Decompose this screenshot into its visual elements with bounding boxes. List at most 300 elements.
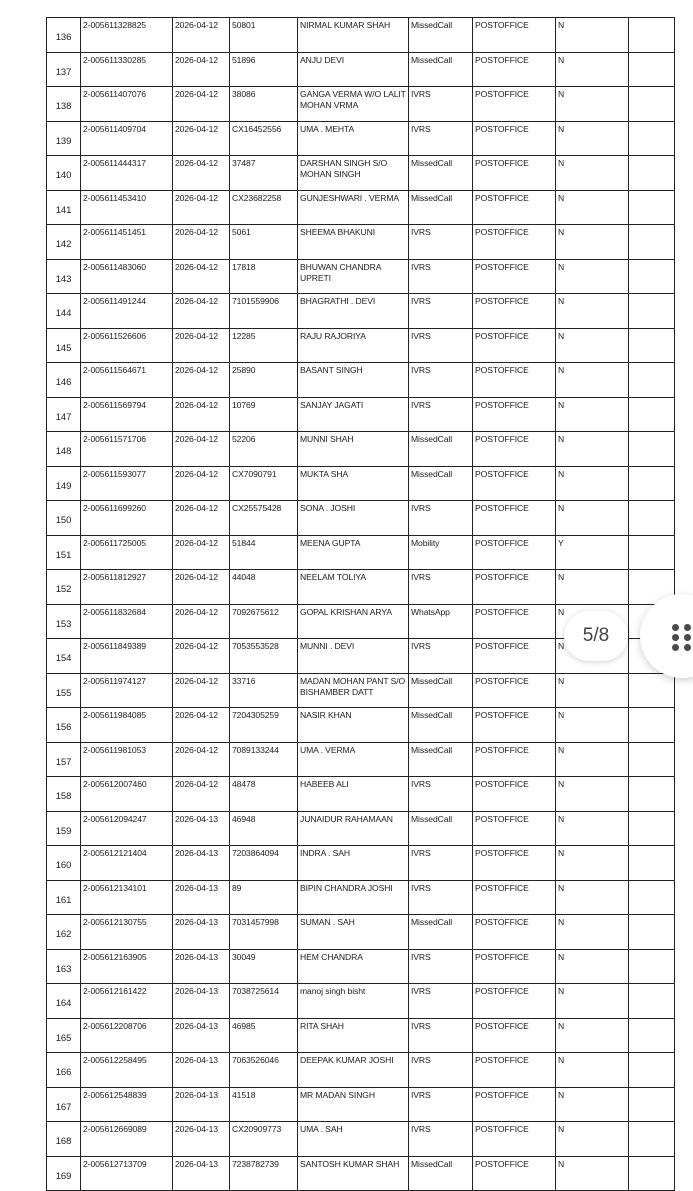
reference-cell: 7038725614 (230, 984, 298, 1019)
table-row (47, 1087, 675, 1122)
date-cell: 2026-04-13 (173, 949, 230, 984)
reference-cell: 44048 (230, 570, 298, 605)
serial-number-cell: 169 (47, 1156, 81, 1191)
date-cell: 2026-04-12 (173, 708, 230, 743)
serial-number-cell: 153 (47, 604, 81, 639)
office-cell: POSTOFFICE (473, 1053, 556, 1088)
flag-cell: N (556, 708, 629, 743)
date-cell: 2026-04-12 (173, 363, 230, 398)
name-cell: manoj singh bisht (298, 984, 409, 1019)
name-cell: NEELAM TOLIYA (298, 570, 409, 605)
serial-number-cell: 143 (47, 259, 81, 294)
name-cell: SANJAY JAGATI (298, 397, 409, 432)
name-cell: MUNNI SHAH (298, 432, 409, 467)
name-cell: SANTOSH KUMAR SHAH (298, 1156, 409, 1191)
reference-cell: 7089133244 (230, 742, 298, 777)
serial-number-cell: 160 (47, 846, 81, 881)
remarks-cell (629, 1018, 675, 1053)
remarks-cell (629, 397, 675, 432)
table-row (47, 121, 675, 156)
date-cell: 2026-04-12 (173, 294, 230, 329)
date-cell: 2026-04-12 (173, 570, 230, 605)
serial-number-cell: 165 (47, 1018, 81, 1053)
serial-number-cell: 152 (47, 570, 81, 605)
office-cell: POSTOFFICE (473, 1087, 556, 1122)
serial-number-cell: 150 (47, 501, 81, 536)
table-row (47, 570, 675, 605)
table-row (47, 811, 675, 846)
name-cell: SHEEMA BHAKUNI (298, 225, 409, 260)
flag-cell: N (556, 1122, 629, 1157)
date-cell: 2026-04-12 (173, 52, 230, 87)
flag-cell: Y (556, 535, 629, 570)
serial-number-cell: 137 (47, 52, 81, 87)
name-cell: GUNJESHWARI . VERMA (298, 190, 409, 225)
table-row (47, 1053, 675, 1088)
name-cell: MUNNI . DEVI (298, 639, 409, 674)
office-cell: POSTOFFICE (473, 190, 556, 225)
channel-cell: MissedCall (409, 708, 473, 743)
serial-number-cell: 151 (47, 535, 81, 570)
office-cell: POSTOFFICE (473, 259, 556, 294)
channel-cell: IVRS (409, 777, 473, 812)
flag-cell: N (556, 949, 629, 984)
date-cell: 2026-04-12 (173, 225, 230, 260)
remarks-cell (629, 984, 675, 1019)
date-cell: 2026-04-13 (173, 880, 230, 915)
date-cell: 2026-04-12 (173, 432, 230, 467)
remarks-cell (629, 777, 675, 812)
table-row (47, 673, 675, 708)
page-indicator[interactable] (564, 611, 628, 661)
table-row (47, 984, 675, 1019)
channel-cell: IVRS (409, 1018, 473, 1053)
table-row (47, 1018, 675, 1053)
date-cell: 2026-04-12 (173, 604, 230, 639)
table-row (47, 846, 675, 881)
office-cell: POSTOFFICE (473, 984, 556, 1019)
office-cell: POSTOFFICE (473, 777, 556, 812)
table-row (47, 915, 675, 950)
document-page (46, 17, 675, 1191)
table-row (47, 949, 675, 984)
date-cell: 2026-04-13 (173, 1018, 230, 1053)
serial-number-cell: 155 (47, 673, 81, 708)
office-cell: POSTOFFICE (473, 949, 556, 984)
reference-cell: 7204305259 (230, 708, 298, 743)
reference-cell: 10769 (230, 397, 298, 432)
office-cell: POSTOFFICE (473, 397, 556, 432)
reference-cell: CX23682258 (230, 190, 298, 225)
table-row (47, 535, 675, 570)
date-cell: 2026-04-12 (173, 742, 230, 777)
office-cell: POSTOFFICE (473, 466, 556, 501)
office-cell: POSTOFFICE (473, 742, 556, 777)
office-cell: POSTOFFICE (473, 1122, 556, 1157)
reference-cell: 41518 (230, 1087, 298, 1122)
remarks-cell (629, 846, 675, 881)
request-id-cell: 2-005612669089 (81, 1122, 173, 1157)
request-id-cell: 2-005611407076 (81, 87, 173, 122)
request-id-cell: 2-005611483060 (81, 259, 173, 294)
date-cell: 2026-04-12 (173, 328, 230, 363)
date-cell: 2026-04-12 (173, 673, 230, 708)
office-cell: POSTOFFICE (473, 156, 556, 191)
name-cell: RAJU RAJORIYA (298, 328, 409, 363)
request-id-cell: 2-005612161422 (81, 984, 173, 1019)
flag-cell: N (556, 363, 629, 398)
serial-number-cell: 168 (47, 1122, 81, 1157)
reference-cell: CX25575428 (230, 501, 298, 536)
flag-cell: N (556, 1087, 629, 1122)
reference-cell: 46985 (230, 1018, 298, 1053)
table-row (47, 225, 675, 260)
flag-cell: N (556, 466, 629, 501)
flag-cell: N (556, 1018, 629, 1053)
name-cell: ANJU DEVI (298, 52, 409, 87)
serial-number-cell: 161 (47, 880, 81, 915)
office-cell: POSTOFFICE (473, 18, 556, 53)
serial-number-cell: 149 (47, 466, 81, 501)
serial-number-cell: 156 (47, 708, 81, 743)
page-indicator-text: 5/8 (582, 625, 610, 646)
request-id-cell: 2-005611526606 (81, 328, 173, 363)
date-cell: 2026-04-12 (173, 190, 230, 225)
office-cell: POSTOFFICE (473, 328, 556, 363)
channel-cell: IVRS (409, 1122, 473, 1157)
serial-number-cell: 164 (47, 984, 81, 1019)
date-cell: 2026-04-13 (173, 1122, 230, 1157)
date-cell: 2026-04-12 (173, 18, 230, 53)
date-cell: 2026-04-12 (173, 259, 230, 294)
serial-number-cell: 139 (47, 121, 81, 156)
table-row (47, 880, 675, 915)
remarks-cell (629, 673, 675, 708)
flag-cell: N (556, 328, 629, 363)
flag-cell: N (556, 604, 629, 639)
remarks-cell (629, 811, 675, 846)
reference-cell: 12285 (230, 328, 298, 363)
office-cell: POSTOFFICE (473, 880, 556, 915)
request-id-cell: 2-005611564671 (81, 363, 173, 398)
name-cell: DARSHAN SINGH S/O MOHAN SINGH (298, 156, 409, 191)
channel-cell: MissedCall (409, 156, 473, 191)
name-cell: RITA SHAH (298, 1018, 409, 1053)
reference-cell: 7101559906 (230, 294, 298, 329)
request-id-cell: 2-005611981053 (81, 742, 173, 777)
remarks-cell (629, 294, 675, 329)
request-id-cell: 2-005612121404 (81, 846, 173, 881)
serial-number-cell: 158 (47, 777, 81, 812)
serial-number-cell: 157 (47, 742, 81, 777)
reference-cell: 7053553528 (230, 639, 298, 674)
name-cell: BIPIN CHANDRA JOSHI (298, 880, 409, 915)
request-id-cell: 2-005612130755 (81, 915, 173, 950)
flag-cell: N (556, 225, 629, 260)
office-cell: POSTOFFICE (473, 673, 556, 708)
channel-cell: IVRS (409, 880, 473, 915)
channel-cell: MissedCall (409, 915, 473, 950)
name-cell: HABEEB ALI (298, 777, 409, 812)
serial-number-cell: 141 (47, 190, 81, 225)
channel-cell: IVRS (409, 121, 473, 156)
table-row (47, 466, 675, 501)
name-cell: UMA . MEHTA (298, 121, 409, 156)
name-cell: DEEPAK KUMAR JOSHI (298, 1053, 409, 1088)
flag-cell: N (556, 846, 629, 881)
channel-cell: MissedCall (409, 466, 473, 501)
flag-cell: N (556, 742, 629, 777)
request-id-cell: 2-005612208706 (81, 1018, 173, 1053)
serial-number-cell: 146 (47, 363, 81, 398)
flag-cell: N (556, 639, 629, 674)
reference-cell: 7031457998 (230, 915, 298, 950)
name-cell: GANGA VERMA W/O LALIT MOHAN VRMA (298, 87, 409, 122)
serial-number-cell: 140 (47, 156, 81, 191)
channel-cell: WhatsApp (409, 604, 473, 639)
records-table (46, 17, 675, 1191)
request-id-cell: 2-005611571706 (81, 432, 173, 467)
serial-number-cell: 167 (47, 1087, 81, 1122)
flag-cell: N (556, 18, 629, 53)
office-cell: POSTOFFICE (473, 294, 556, 329)
serial-number-cell: 138 (47, 87, 81, 122)
office-cell: POSTOFFICE (473, 915, 556, 950)
date-cell: 2026-04-12 (173, 466, 230, 501)
serial-number-cell: 154 (47, 639, 81, 674)
channel-cell: IVRS (409, 1053, 473, 1088)
reference-cell: 33716 (230, 673, 298, 708)
channel-cell: Mobility (409, 535, 473, 570)
office-cell: POSTOFFICE (473, 432, 556, 467)
reference-cell: 51896 (230, 52, 298, 87)
table-row (47, 87, 675, 122)
flag-cell: N (556, 432, 629, 467)
request-id-cell: 2-005612548839 (81, 1087, 173, 1122)
flag-cell: N (556, 397, 629, 432)
date-cell: 2026-04-12 (173, 397, 230, 432)
office-cell: POSTOFFICE (473, 811, 556, 846)
channel-cell: IVRS (409, 1087, 473, 1122)
reference-cell: 17818 (230, 259, 298, 294)
office-cell: POSTOFFICE (473, 87, 556, 122)
name-cell: BHUWAN CHANDRA UPRETI (298, 259, 409, 294)
flag-cell: N (556, 777, 629, 812)
reference-cell: CX7090791 (230, 466, 298, 501)
date-cell: 2026-04-12 (173, 121, 230, 156)
name-cell: BHAGRATHI . DEVI (298, 294, 409, 329)
remarks-cell (629, 742, 675, 777)
office-cell: POSTOFFICE (473, 846, 556, 881)
channel-cell: IVRS (409, 397, 473, 432)
channel-cell: MissedCall (409, 1156, 473, 1191)
table-row (47, 156, 675, 191)
reference-cell: CX20909773 (230, 1122, 298, 1157)
office-cell: POSTOFFICE (473, 570, 556, 605)
reference-cell: 7203864094 (230, 846, 298, 881)
office-cell: POSTOFFICE (473, 604, 556, 639)
remarks-cell (629, 949, 675, 984)
office-cell: POSTOFFICE (473, 52, 556, 87)
request-id-cell: 2-005612007460 (81, 777, 173, 812)
date-cell: 2026-04-13 (173, 811, 230, 846)
remarks-cell (629, 915, 675, 950)
channel-cell: MissedCall (409, 52, 473, 87)
remarks-cell (629, 880, 675, 915)
remarks-cell (629, 121, 675, 156)
remarks-cell (629, 535, 675, 570)
serial-number-cell: 142 (47, 225, 81, 260)
request-id-cell: 2-005611453410 (81, 190, 173, 225)
flag-cell: N (556, 673, 629, 708)
flag-cell: N (556, 984, 629, 1019)
name-cell: MEENA GUPTA (298, 535, 409, 570)
remarks-cell (629, 328, 675, 363)
channel-cell: IVRS (409, 639, 473, 674)
name-cell: MADAN MOHAN PANT S/O BISHAMBER DATT (298, 673, 409, 708)
remarks-cell (629, 52, 675, 87)
request-id-cell: 2-005612713709 (81, 1156, 173, 1191)
serial-number-cell: 162 (47, 915, 81, 950)
name-cell: NASIR KHAN (298, 708, 409, 743)
name-cell: SUMAN . SAH (298, 915, 409, 950)
request-id-cell: 2-005611444317 (81, 156, 173, 191)
remarks-cell (629, 1087, 675, 1122)
name-cell: UMA . SAH (298, 1122, 409, 1157)
reference-cell: 7092675612 (230, 604, 298, 639)
remarks-cell (629, 18, 675, 53)
request-id-cell: 2-005611725005 (81, 535, 173, 570)
reference-cell: 89 (230, 880, 298, 915)
date-cell: 2026-04-13 (173, 1053, 230, 1088)
table-row (47, 397, 675, 432)
channel-cell: MissedCall (409, 673, 473, 708)
channel-cell: IVRS (409, 294, 473, 329)
table-row (47, 18, 675, 53)
channel-cell: IVRS (409, 225, 473, 260)
records-table-body (47, 18, 675, 1191)
request-id-cell: 2-005611491244 (81, 294, 173, 329)
date-cell: 2026-04-12 (173, 639, 230, 674)
request-id-cell: 2-005611849389 (81, 639, 173, 674)
channel-cell: MissedCall (409, 18, 473, 53)
date-cell: 2026-04-13 (173, 1087, 230, 1122)
reference-cell: 48478 (230, 777, 298, 812)
table-row (47, 1156, 675, 1191)
remarks-cell (629, 259, 675, 294)
serial-number-cell: 148 (47, 432, 81, 467)
table-row (47, 363, 675, 398)
remarks-cell (629, 225, 675, 260)
office-cell: POSTOFFICE (473, 225, 556, 260)
request-id-cell: 2-005611330285 (81, 52, 173, 87)
table-row (47, 1122, 675, 1157)
request-id-cell: 2-005611451451 (81, 225, 173, 260)
name-cell: HEM CHANDRA (298, 949, 409, 984)
remarks-cell (629, 1122, 675, 1157)
remarks-cell (629, 466, 675, 501)
request-id-cell: 2-005611974127 (81, 673, 173, 708)
office-cell: POSTOFFICE (473, 1156, 556, 1191)
remarks-cell (629, 708, 675, 743)
date-cell: 2026-04-12 (173, 501, 230, 536)
request-id-cell: 2-005612134101 (81, 880, 173, 915)
serial-number-cell: 147 (47, 397, 81, 432)
remarks-cell (629, 363, 675, 398)
date-cell: 2026-04-12 (173, 87, 230, 122)
office-cell: POSTOFFICE (473, 121, 556, 156)
request-id-cell: 2-005611328825 (81, 18, 173, 53)
serial-number-cell: 136 (47, 18, 81, 53)
channel-cell: MissedCall (409, 811, 473, 846)
request-id-cell: 2-005611832684 (81, 604, 173, 639)
flag-cell: N (556, 156, 629, 191)
name-cell: UMA . VERMA (298, 742, 409, 777)
flag-cell: N (556, 880, 629, 915)
name-cell: SONA . JOSHI (298, 501, 409, 536)
channel-cell: IVRS (409, 984, 473, 1019)
channel-cell: MissedCall (409, 742, 473, 777)
reference-cell: 7063526046 (230, 1053, 298, 1088)
reference-cell: 37487 (230, 156, 298, 191)
flag-cell: N (556, 570, 629, 605)
serial-number-cell: 144 (47, 294, 81, 329)
table-row (47, 294, 675, 329)
office-cell: POSTOFFICE (473, 363, 556, 398)
request-id-cell: 2-005611699260 (81, 501, 173, 536)
flag-cell: N (556, 87, 629, 122)
remarks-cell (629, 501, 675, 536)
reference-cell: 38086 (230, 87, 298, 122)
serial-number-cell: 163 (47, 949, 81, 984)
request-id-cell: 2-005612163905 (81, 949, 173, 984)
date-cell: 2026-04-12 (173, 777, 230, 812)
flag-cell: N (556, 915, 629, 950)
office-cell: POSTOFFICE (473, 708, 556, 743)
flag-cell: N (556, 501, 629, 536)
office-cell: POSTOFFICE (473, 501, 556, 536)
name-cell: INDRA . SAH (298, 846, 409, 881)
channel-cell: IVRS (409, 259, 473, 294)
name-cell: MR MADAN SINGH (298, 1087, 409, 1122)
table-row (47, 708, 675, 743)
channel-cell: MissedCall (409, 432, 473, 467)
serial-number-cell: 166 (47, 1053, 81, 1088)
table-row (47, 742, 675, 777)
grid-dots-icon (672, 624, 691, 651)
table-row (47, 52, 675, 87)
name-cell: GOPAL KRISHAN ARYA (298, 604, 409, 639)
channel-cell: IVRS (409, 328, 473, 363)
table-row (47, 328, 675, 363)
serial-number-cell: 145 (47, 328, 81, 363)
request-id-cell: 2-005611409704 (81, 121, 173, 156)
channel-cell: IVRS (409, 846, 473, 881)
table-row (47, 190, 675, 225)
reference-cell: 50801 (230, 18, 298, 53)
reference-cell: 46948 (230, 811, 298, 846)
office-cell: POSTOFFICE (473, 535, 556, 570)
reference-cell: 25890 (230, 363, 298, 398)
flag-cell: N (556, 1156, 629, 1191)
name-cell: MUKTA SHA (298, 466, 409, 501)
table-row (47, 259, 675, 294)
flag-cell: N (556, 811, 629, 846)
name-cell: NIRMAL KUMAR SHAH (298, 18, 409, 53)
remarks-cell (629, 432, 675, 467)
flag-cell: N (556, 190, 629, 225)
office-cell: POSTOFFICE (473, 639, 556, 674)
